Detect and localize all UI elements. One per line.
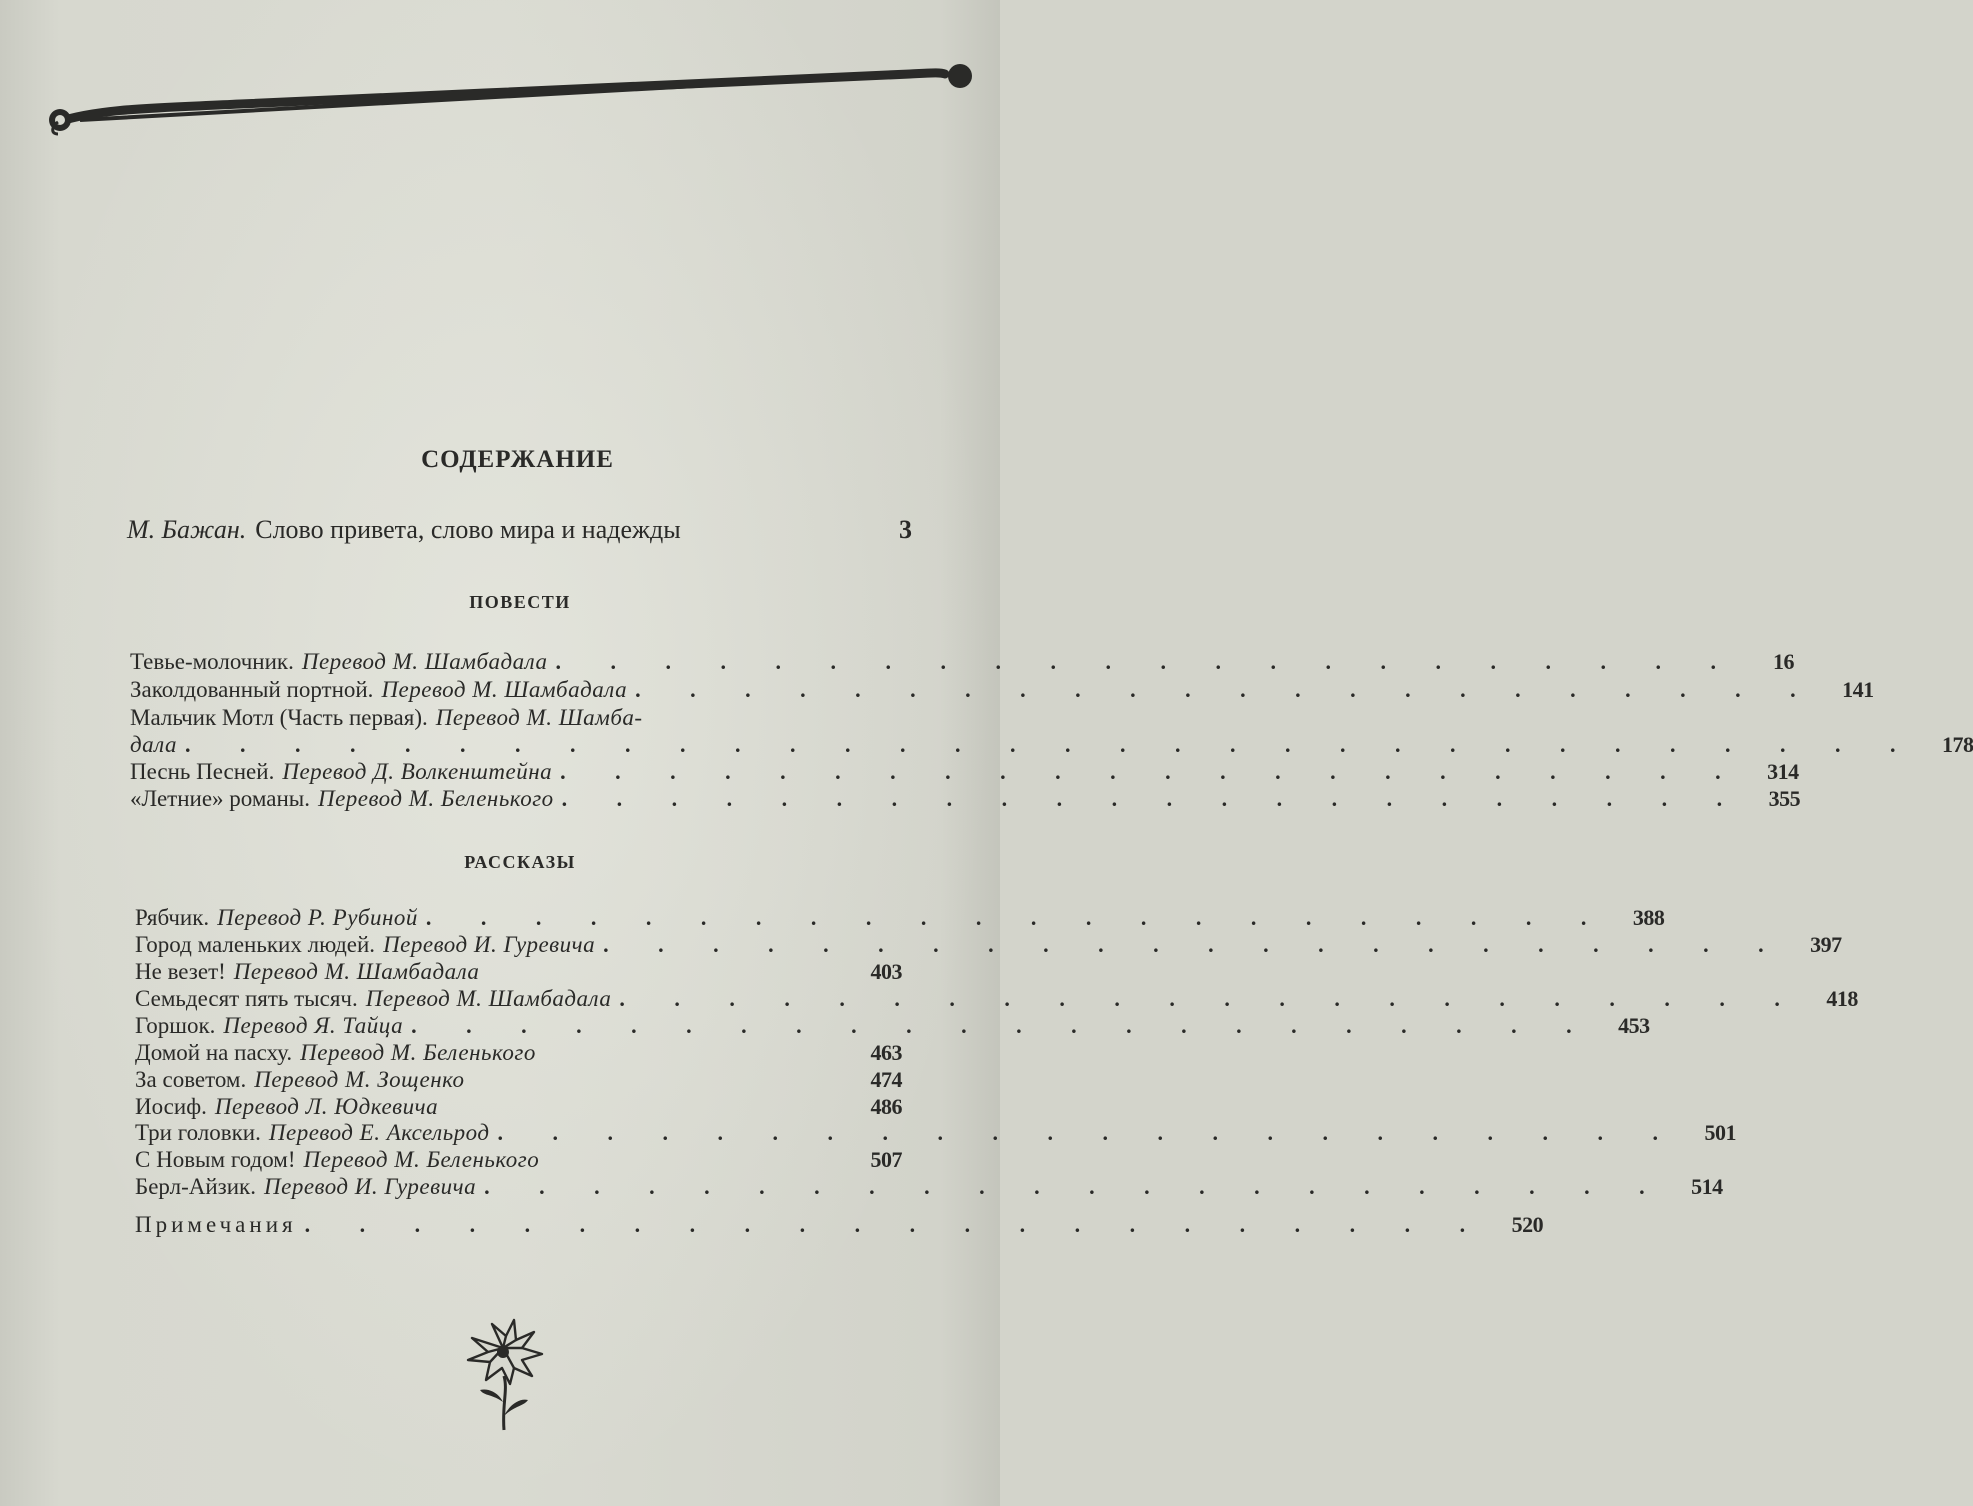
entry-page: 16 [1772, 649, 1794, 674]
entry-title: Три головки. [135, 1120, 261, 1145]
dot-leader: . . . . . . . . . . . . . . . . . . . . . . . . . . . . . . . . [184, 732, 1918, 757]
entry-page: 463 [870, 1040, 902, 1065]
dot-leader: . . . . . . . . . . . . . . . . . . . . . . [560, 759, 1743, 784]
entry-title: Домой на пасху. [135, 1040, 293, 1065]
dot-leader: . . . . . . . . . . . . . . . . . . . . . . [603, 932, 1786, 957]
entry-title: Город маленьких людей. [135, 932, 376, 957]
dot-leader: . . . . . . . . . . . . . . . . . . . . . . [561, 786, 1745, 811]
entry-title: Песнь Песней. [130, 759, 275, 784]
entry-page: 141 [1842, 677, 1874, 702]
toc-entry[interactable] [130, 786, 1801, 811]
entry-page: 418 [1826, 986, 1858, 1011]
flower-vignette-icon [462, 1318, 544, 1438]
dot-leader: . . . . . . . . . . . . . . . . . . . . . . [411, 1013, 1594, 1038]
entry-translator: Перевод М. Шамба- [435, 705, 643, 730]
dot-leader: . . . . . . . . . . . . . . . . . . . . . . [304, 1212, 1488, 1237]
toc-entry[interactable] [130, 677, 1874, 702]
toc-entry[interactable] [135, 1068, 902, 1091]
entry-title: За советом. [135, 1067, 247, 1092]
entry-title: Семьдесят пять тысяч. [135, 986, 358, 1011]
entry-title: Берл-Айзик. [135, 1174, 256, 1199]
dot-leader: . . . . . . . . . . . . . . . . . . . . . . [425, 905, 1609, 930]
toc-entry[interactable] [135, 1148, 902, 1171]
entry-page: 355 [1768, 786, 1801, 811]
entry-page: 178 [1941, 732, 1973, 757]
entry-page: 474 [870, 1067, 902, 1092]
entry-title: «Летние» романы. [130, 786, 310, 811]
entry-title: Мальчик Мотл (Часть первая). [130, 705, 428, 730]
swash-rule-ornament [40, 50, 980, 140]
preface-title: Слово привета, слово мира и надежды [255, 515, 681, 544]
section-heading-rasskazy: РАССКАЗЫ [464, 852, 576, 872]
entry-title: Тевье-молочник. [130, 649, 294, 674]
entry-translator: Перевод М. Беленького [317, 786, 554, 811]
entry-translator: Перевод Л. Юдкевича [214, 1094, 439, 1119]
entry-translator: Перевод Е. Аксельрод [268, 1120, 490, 1145]
toc-entry[interactable] [135, 1041, 902, 1064]
entry-translator: Перевод М. Шамбадала [301, 649, 548, 674]
toc-entry[interactable] [135, 1013, 1650, 1038]
dot-leader: . . . . . . . . . . . . . . . . . . . . . . [635, 677, 1818, 702]
entry-page: 314 [1767, 759, 1799, 784]
toc-entry[interactable] [135, 986, 1858, 1011]
toc-entry-notes[interactable] [135, 1212, 1544, 1237]
toc-entry[interactable] [135, 932, 1842, 957]
entry-page: 501 [1704, 1120, 1737, 1145]
dot-leader: . . . . . . . . . . . . . . . . . . . . . . [497, 1120, 1681, 1145]
toc-entry[interactable] [130, 759, 1799, 784]
entry-translator: Перевод М. Шамбадала [233, 959, 480, 984]
entry-translator: Перевод М. Беленького [300, 1040, 536, 1065]
toc-entry[interactable] [130, 706, 895, 729]
toc-entry[interactable] [135, 960, 902, 983]
dot-leader: . . . . . . . . . . . . . . . . . . . . . . [484, 1174, 1667, 1199]
entry-translator: дала [130, 732, 177, 757]
entry-title: С Новым годом! [135, 1147, 296, 1172]
entry-title: Иосиф. [135, 1094, 207, 1119]
toc-entry[interactable] [135, 1095, 902, 1118]
entry-translator: Перевод Д. Волкенштейна [282, 759, 553, 784]
toc-entry[interactable] [130, 649, 1794, 674]
entry-title: Не везет! [135, 959, 226, 984]
entry-title: Примечания [135, 1212, 297, 1237]
entry-translator: Перевод М. Шамбадала [365, 986, 612, 1011]
entry-title: Заколдованный портной. [130, 677, 374, 702]
entry-translator: Перевод И. Гуревича [264, 1174, 477, 1199]
entry-translator: Перевод Я. Тайца [223, 1013, 404, 1038]
entry-page: 486 [870, 1094, 902, 1119]
toc-entry[interactable] [135, 1120, 1737, 1145]
section-heading-povesti: ПОВЕСТИ [469, 592, 571, 612]
toc-entry[interactable] [135, 1174, 1723, 1199]
entry-translator: Перевод М. Зощенко [254, 1067, 465, 1092]
entry-title: Рябчик. [135, 905, 210, 930]
entry-title: Горшок. [135, 1013, 216, 1038]
entry-page: 388 [1632, 905, 1665, 930]
entry-page: 397 [1810, 932, 1842, 957]
toc-entry-continuation[interactable] [130, 732, 1973, 757]
entry-translator: Перевод М. Беленького [303, 1147, 540, 1172]
toc-entry[interactable] [135, 905, 1665, 930]
entry-page: 507 [870, 1147, 902, 1172]
dot-leader: . . . . . . . . . . . . . . . . . . . . . . [619, 986, 1802, 1011]
dot-leader: . . . . . . . . . . . . . . . . . . . . . . [555, 649, 1738, 674]
preface-page: 3 [899, 515, 912, 544]
entry-page: 403 [870, 959, 902, 984]
preface-author: М. Бажан. [127, 515, 247, 544]
entry-page: 453 [1618, 1013, 1650, 1038]
entry-page: 514 [1691, 1174, 1723, 1199]
page-title: СОДЕРЖАНИЕ [421, 446, 614, 473]
toc-entry-preface[interactable] [127, 515, 912, 545]
entry-translator: Перевод М. Шамбадала [381, 677, 628, 702]
entry-page: 520 [1511, 1212, 1544, 1237]
entry-translator: Перевод И. Гуревича [383, 932, 596, 957]
entry-translator: Перевод Р. Рубиной [217, 905, 418, 930]
